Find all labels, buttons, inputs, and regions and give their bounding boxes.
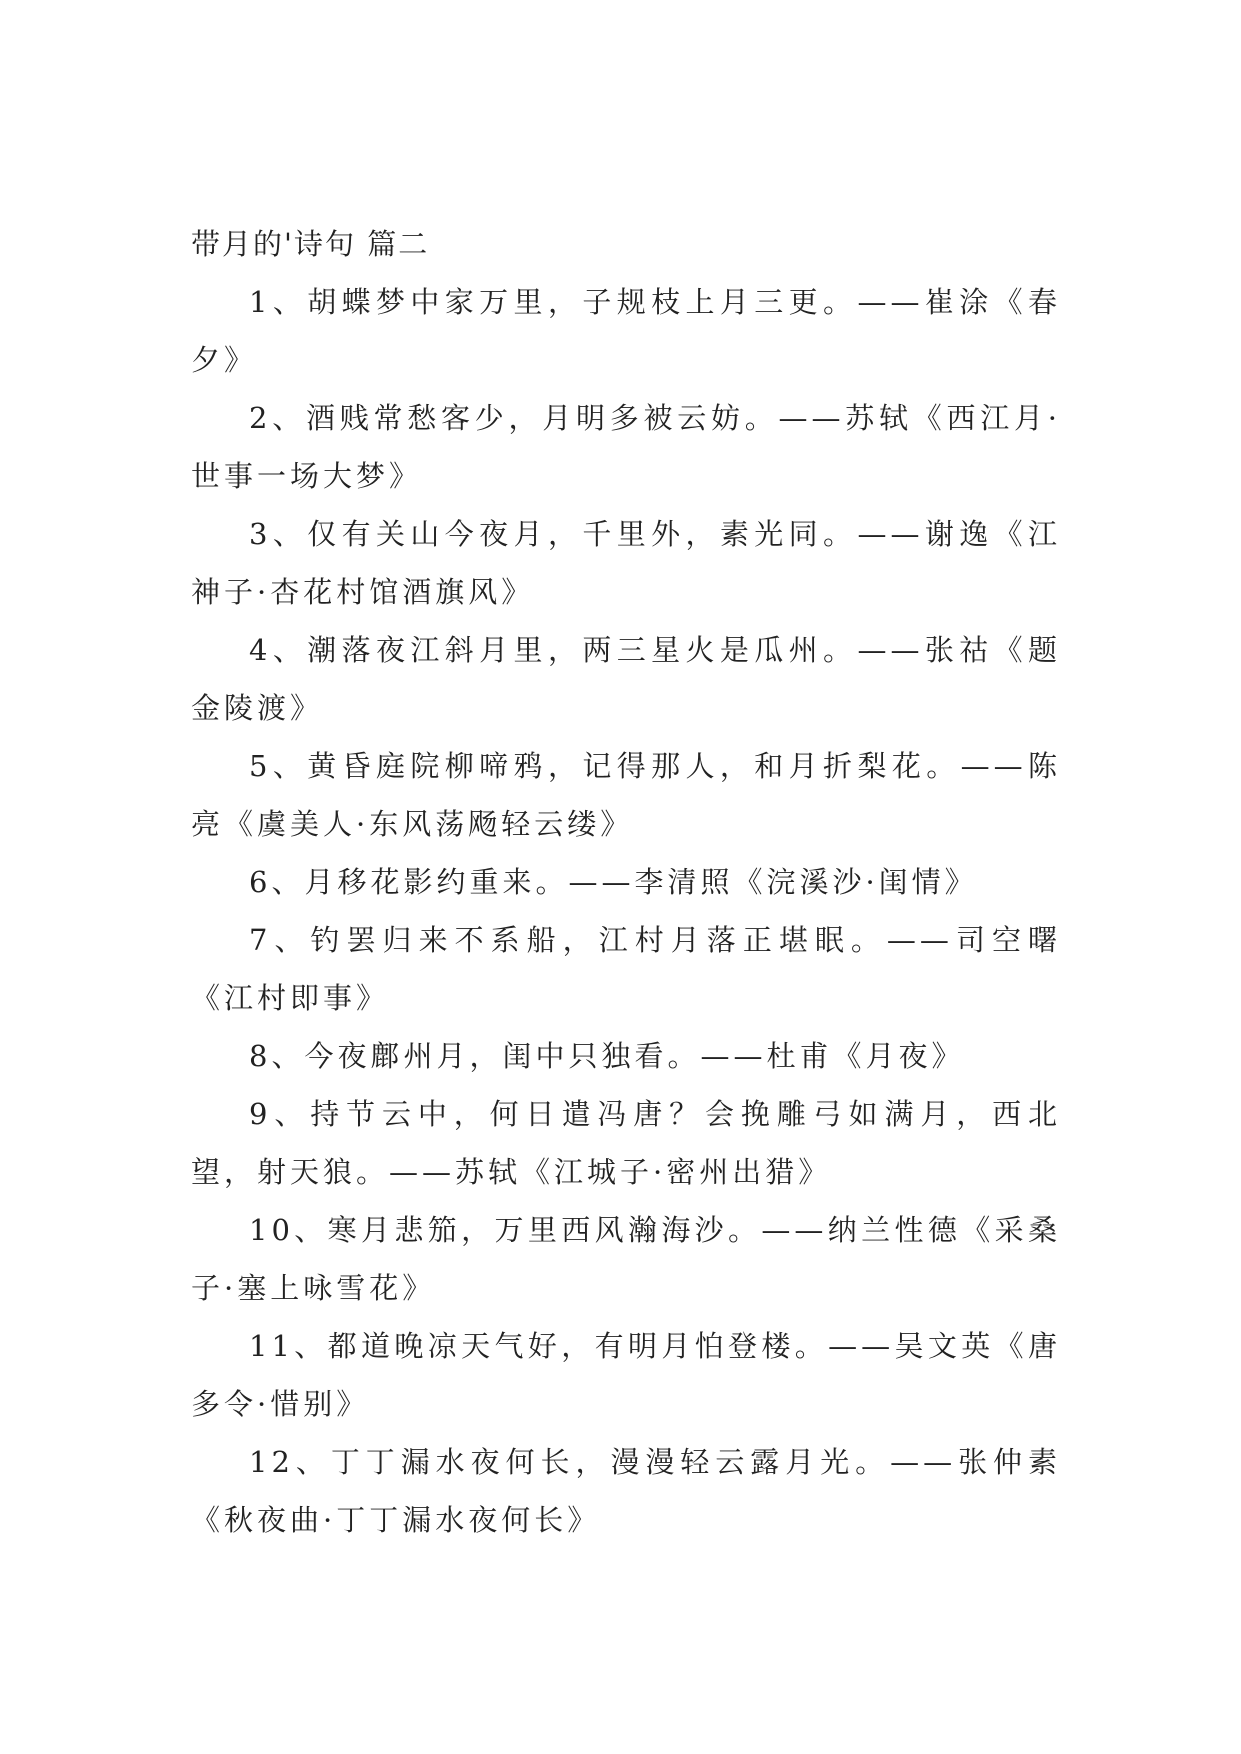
poem-line-8: 8、今夜鄜州月，闺中只独看。——杜甫《月夜》 [249, 1039, 965, 1073]
poem-line-6: 6、月移花影约重来。——李清照《浣溪沙·闺情》 [249, 865, 978, 899]
poem-line-9: 9、持节云中，何日遣冯唐？会挽雕弓如满月，西北望，射天狼。——苏轼《江城子·密州出猎》 [191, 1097, 1061, 1189]
poem-line-10: 10、寒月悲笳，万里西风瀚海沙。——纳兰性德《采桑子·塞上咏雪花》 [191, 1213, 1061, 1305]
poem-line-2: 2、酒贱常愁客少，月明多被云妨。——苏轼《西江月·世事一场大梦》 [191, 401, 1061, 493]
document-body [191, 215, 1061, 1549]
poem-line-1: 1、胡蝶梦中家万里，子规枝上月三更。——崔涂《春夕》 [191, 285, 1061, 377]
page-title: 带月的'诗句 篇二 [191, 227, 430, 261]
poem-line-7: 7、钓罢归来不系船，江村月落正堪眠。——司空曙《江村即事》 [191, 923, 1061, 1015]
poem-line-12: 12、丁丁漏水夜何长，漫漫轻云露月光。——张仲素《秋夜曲·丁丁漏水夜何长》 [191, 1445, 1061, 1537]
poem-line-3: 3、仅有关山今夜月，千里外，素光同。——谢逸《江神子·杏花村馆酒旗风》 [191, 517, 1061, 609]
poem-line-5: 5、黄昏庭院柳啼鸦，记得那人，和月折梨花。——陈亮《虞美人·东风荡飏轻云缕》 [191, 749, 1061, 841]
poem-line-11: 11、都道晚凉天气好，有明月怕登楼。——吴文英《唐多令·惜别》 [191, 1329, 1061, 1421]
poem-line-4: 4、潮落夜江斜月里，两三星火是瓜州。——张祜《题金陵渡》 [191, 633, 1061, 725]
